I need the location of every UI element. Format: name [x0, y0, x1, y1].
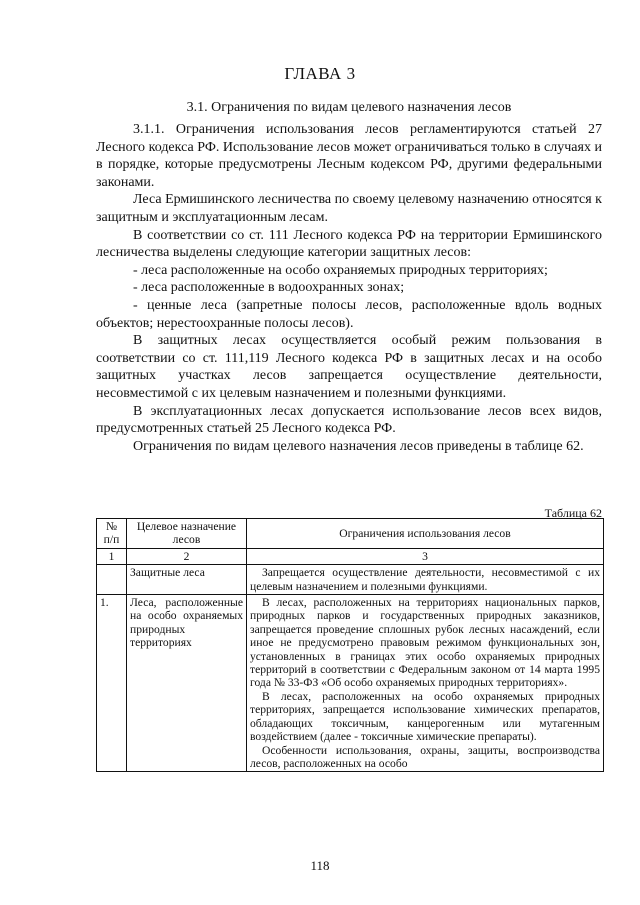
header-num: № п/п: [97, 519, 127, 549]
table-caption: Таблица 62: [544, 506, 602, 520]
paragraph: Ограничения по видам целевого назначения лесов приведены в таблице 62.: [133, 438, 584, 454]
row-purpose: Леса, расположенные на особо охраняемых природных территориях: [127, 595, 247, 772]
section-title: 3.1. Ограничения по видам целевого назначения лесов: [186, 100, 512, 115]
body-text: [96, 121, 602, 455]
header-limits: Ограничения использования лесов: [247, 519, 604, 549]
table-row: [97, 565, 604, 595]
row-num: [97, 565, 127, 595]
limit-text: В лесах, расположенных на особо охраняемых природных территориях, запрещается использование химических препаратов, обладающих токсичным, канцерогенным или мутагенным воздействием (далее - токсичные химические препараты).: [250, 689, 600, 744]
column-number: 1: [97, 548, 127, 564]
bullet-item: - леса расположенные в водоохранных зонах;: [133, 280, 405, 296]
paragraph: В эксплуатационных лесах допускается использование лесов всех видов, предусмотренных статьей 25 Лесного кодекса РФ.: [96, 403, 602, 437]
limit-text: Особенности использования, охраны, защиты, воспроизводства лесов, расположенных на особо: [250, 743, 600, 770]
table-row: [97, 595, 604, 772]
row-limits: [247, 595, 604, 772]
column-number: 3: [247, 548, 604, 564]
row-limits: [247, 565, 604, 595]
column-number: 2: [127, 548, 247, 564]
row-num: 1.: [97, 595, 127, 772]
paragraph: 3.1.1. Ограничения использования лесов регламентируются статьей 27 Лесного кодекса РФ. Использование лесов может ограничиваться только в случаях и в порядке, которые предусмотрены Лесным кодексом РФ, другими федеральными законами.: [96, 122, 602, 190]
row-purpose: Защитные леса: [127, 565, 247, 595]
paragraph: Леса Ермишинского лесничества по своему целевому назначению относятся к защитным и эксплуатационным лесам.: [96, 192, 602, 225]
limit-text: Запрещается осуществление деятельности, несовместимой с их целевым назначением и полезными функциями.: [250, 566, 600, 593]
chapter-heading: ГЛАВА 3: [284, 64, 356, 83]
limit-text: В лесах, расположенных на территориях национальных парков, природных парков и государственных природных заказников, запрещается проведение сплошных рубок лесных насаждений, если иное не предусмотрено правовым режимом функциональных зон, установленных в границах этих особо охраняемых природных территорий в соответствии с Федеральным законом от 14 марта 1995 года № 33-ФЗ «Об особо охраняемых природных территориях».: [250, 596, 600, 690]
restrictions-table: [96, 518, 604, 772]
page-number: 118: [310, 858, 330, 873]
bullet-item: - леса расположенные на особо охраняемых природных территориях;: [133, 262, 548, 278]
header-purpose: Целевое назначение лесов: [127, 519, 247, 549]
paragraph: В соответствии со ст. 111 Лесного кодекса РФ на территории Ермишинского лесничества выделены следующие категории защитных лесов:: [96, 227, 602, 261]
table-header-row: [97, 519, 604, 549]
bullet-item: - ценные леса (запретные полосы лесов, расположенные вдоль водных объектов; нерестоохранные полосы лесов).: [96, 297, 602, 331]
column-number-row: [97, 548, 604, 564]
paragraph: В защитных лесах осуществляется особый режим пользования в соответствии со ст. 111,119 Лесного кодекса РФ в защитных лесах и на особо защитных участках лесов запрещается осуществление деятельности, несовместимой с их целевым назначением и полезными функциями.: [96, 333, 602, 401]
